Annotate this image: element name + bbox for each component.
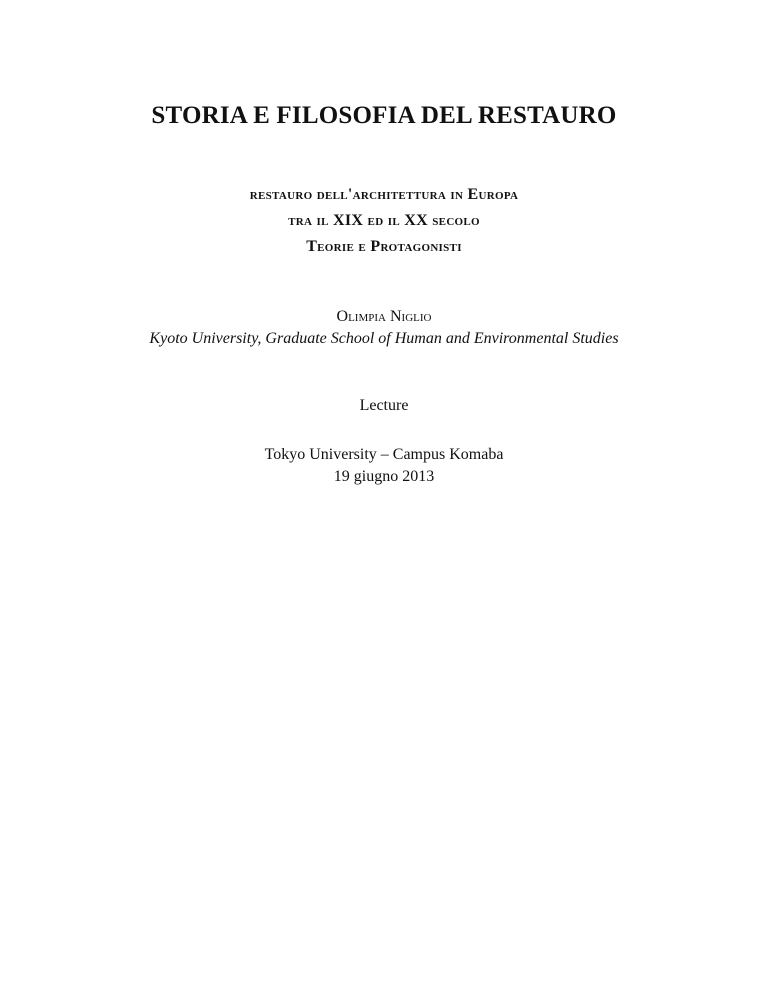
author-block xyxy=(0,306,768,350)
venue: Tokyo University – Campus Komaba xyxy=(264,446,504,463)
event-date: 19 giugno 2013 xyxy=(333,468,435,485)
author-affiliation: Kyoto University, Graduate School of Human and Environmental Studies xyxy=(149,330,619,347)
subtitle-line-3: Teorie e Protagonisti xyxy=(306,238,462,255)
subtitle-line-1: restauro dell'architettura in Europa xyxy=(249,186,519,203)
document-subtitle xyxy=(0,182,768,260)
subtitle-line-2: tra il XIX ed il XX secolo xyxy=(288,212,480,229)
event-type: Lecture xyxy=(359,397,409,414)
venue-block xyxy=(0,444,768,488)
document-title: STORIA E FILOSOFIA DEL RESTAURO xyxy=(151,102,617,129)
author-name: Olimpia Niglio xyxy=(336,308,432,325)
